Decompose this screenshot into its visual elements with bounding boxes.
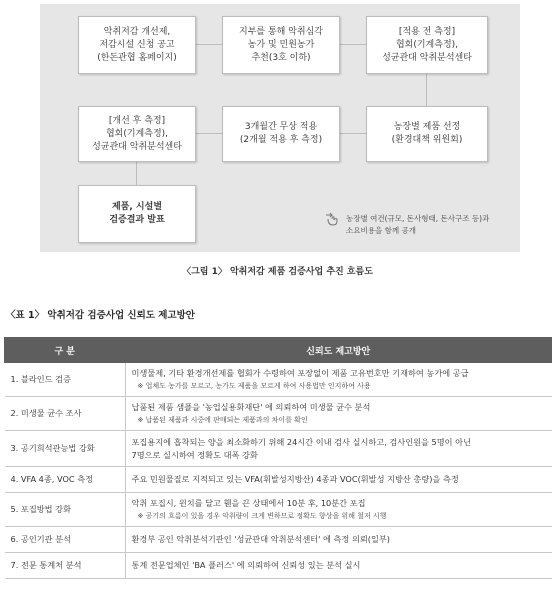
flow-step-line: 지부를 통해 악취심각 (239, 26, 323, 37)
header-measure: 신뢰도 제고방안 (125, 338, 552, 363)
table-row (5, 363, 552, 397)
row-category: 4. VFA 4종, VOC 측정 (5, 467, 126, 493)
row-text: 통계 전문업체인 'BA 플러스' 에 의뢰하여 신뢰성 있는 분석 실시 (131, 560, 361, 570)
flow-step-line: 저감시설 신청 공고 (99, 39, 175, 50)
row-text: 미생물제, 기타 환경개선제를 협회가 수령하여 포장없이 제품 고유번호만 기재하여 농가에 공급 (131, 367, 469, 378)
header-category: 구 분 (5, 338, 126, 363)
table-row (5, 431, 552, 467)
row-note: ※ 납품된 제품과 시중에 판매되는 제품과의 차이를 확인 (137, 415, 308, 424)
flow-step-product-selection (366, 106, 488, 162)
connector-4-7 (136, 160, 137, 185)
trust-table (4, 337, 552, 579)
row-description (125, 493, 552, 527)
row-text: 주요 민원물질로 지적되고 있는 VFA(휘발성지방산) 4종과 VOC(휘발성 지방산 총량)을 측정 (131, 474, 459, 484)
row-text: 포집용지에 흡착되는 양을 최소화하기 위해 24시간 이내 검사 실시하고, 검사인원을 5명이 아닌 (131, 436, 471, 447)
flow-step-line: 3개월간 무상 적용 (244, 122, 318, 132)
table-row (5, 397, 552, 431)
flow-note-line: 농장별 여건(규모, 돈사형태, 돈사구조 등)과 (346, 214, 490, 223)
flow-step-line: 추천(3호 이하) (251, 52, 311, 63)
row-note: ※ 업체도 농가를 모르고, 농가도 제품을 모르게 하여 사용법만 인지하여 사용 (137, 381, 371, 390)
flow-step-post-measurement (78, 106, 196, 162)
row-description (125, 397, 552, 431)
row-text: 7명으로 실시하여 정확도 대폭 강화 (131, 449, 258, 460)
pointer-hand-icon (324, 211, 340, 227)
row-category: 5. 포집방법 강화 (5, 493, 126, 527)
flow-step-line: [적용 전 측정] (398, 26, 456, 37)
flow-step-line: 농장별 제품 선정 (393, 122, 461, 132)
row-category: 2. 미생물 균수 조사 (5, 397, 126, 431)
flow-step-line: (환경대책 위원회) (391, 135, 463, 145)
flow-step-line: 협회(기계측정), (395, 39, 459, 50)
row-description (125, 431, 552, 467)
row-text: 악취 포집시, 윈치를 달고 휀을 끈 상태에서 10분 후, 10분간 포집 (131, 497, 366, 508)
row-text: 납품된 제품 샘플을 '농업실용화재단' 에 의뢰하여 미생물 균수 분석 (131, 401, 371, 412)
connector-1-2 (194, 44, 222, 45)
flow-step-line: 농가 및 민원농가 (247, 39, 315, 50)
table-row (5, 553, 552, 579)
connector-5-4 (194, 133, 222, 134)
flow-step-line: [개선 후 측정] (108, 115, 166, 126)
flow-step-line: (한돈관협 홈페이지) (97, 52, 177, 63)
connector-6-5 (338, 133, 366, 134)
figure-caption: 〈그림 1〉 악취저감 제품 검증사업 추진 흐름도 (182, 267, 373, 277)
flow-step-line: (2개월 적용 후 측정) (239, 135, 323, 145)
row-category: 1. 블라인드 검증 (5, 363, 126, 397)
flow-step-farm-recommendation (222, 16, 340, 74)
flow-step-announcement (78, 16, 196, 74)
flow-step-pre-measurement (366, 16, 488, 74)
flow-step-free-application (222, 106, 340, 162)
table-header-row (5, 338, 552, 363)
row-description (125, 527, 552, 553)
flow-step-line: 제품, 시설별 (111, 202, 163, 212)
connector-2-3 (338, 44, 366, 45)
flow-step-line: 성균관대 악취분석센타 (382, 52, 472, 63)
flow-note (346, 213, 489, 237)
flow-step-line: 검증결과 발표 (109, 215, 165, 225)
row-description (125, 467, 552, 493)
row-note: ※ 공기의 흐름이 있을 경우 악취량이 크게 변하므로 정확도 향상을 위해 철저 시행 (137, 511, 387, 520)
row-category: 3. 공기희석관능법 강화 (5, 431, 126, 467)
row-category: 7. 전문 통계처 분석 (5, 553, 126, 579)
table-row (5, 467, 552, 493)
flowchart-panel (40, 4, 520, 252)
row-category: 6. 공인기관 분석 (5, 527, 126, 553)
flow-step-result-announcement (78, 185, 196, 243)
flow-note-line: 소요비용을 함께 공개 (346, 226, 416, 235)
row-text: 환경부 공인 악취분석기관인 '성균관대 악취분석센터' 에 측정 의뢰(일부) (131, 534, 390, 544)
flow-step-line: 성균관대 악취분석센타 (92, 141, 182, 152)
table-title: 〈표 1〉 악취저감 검증사업 신뢰도 제고방안 (6, 310, 195, 321)
flow-step-line: 악취저감 개선제, (103, 26, 171, 37)
row-description (125, 553, 552, 579)
row-description (125, 363, 552, 397)
table-row (5, 493, 552, 527)
connector-3-6 (426, 72, 427, 106)
table-row (5, 527, 552, 553)
flow-step-line: 협회(기계측정), (105, 128, 169, 139)
